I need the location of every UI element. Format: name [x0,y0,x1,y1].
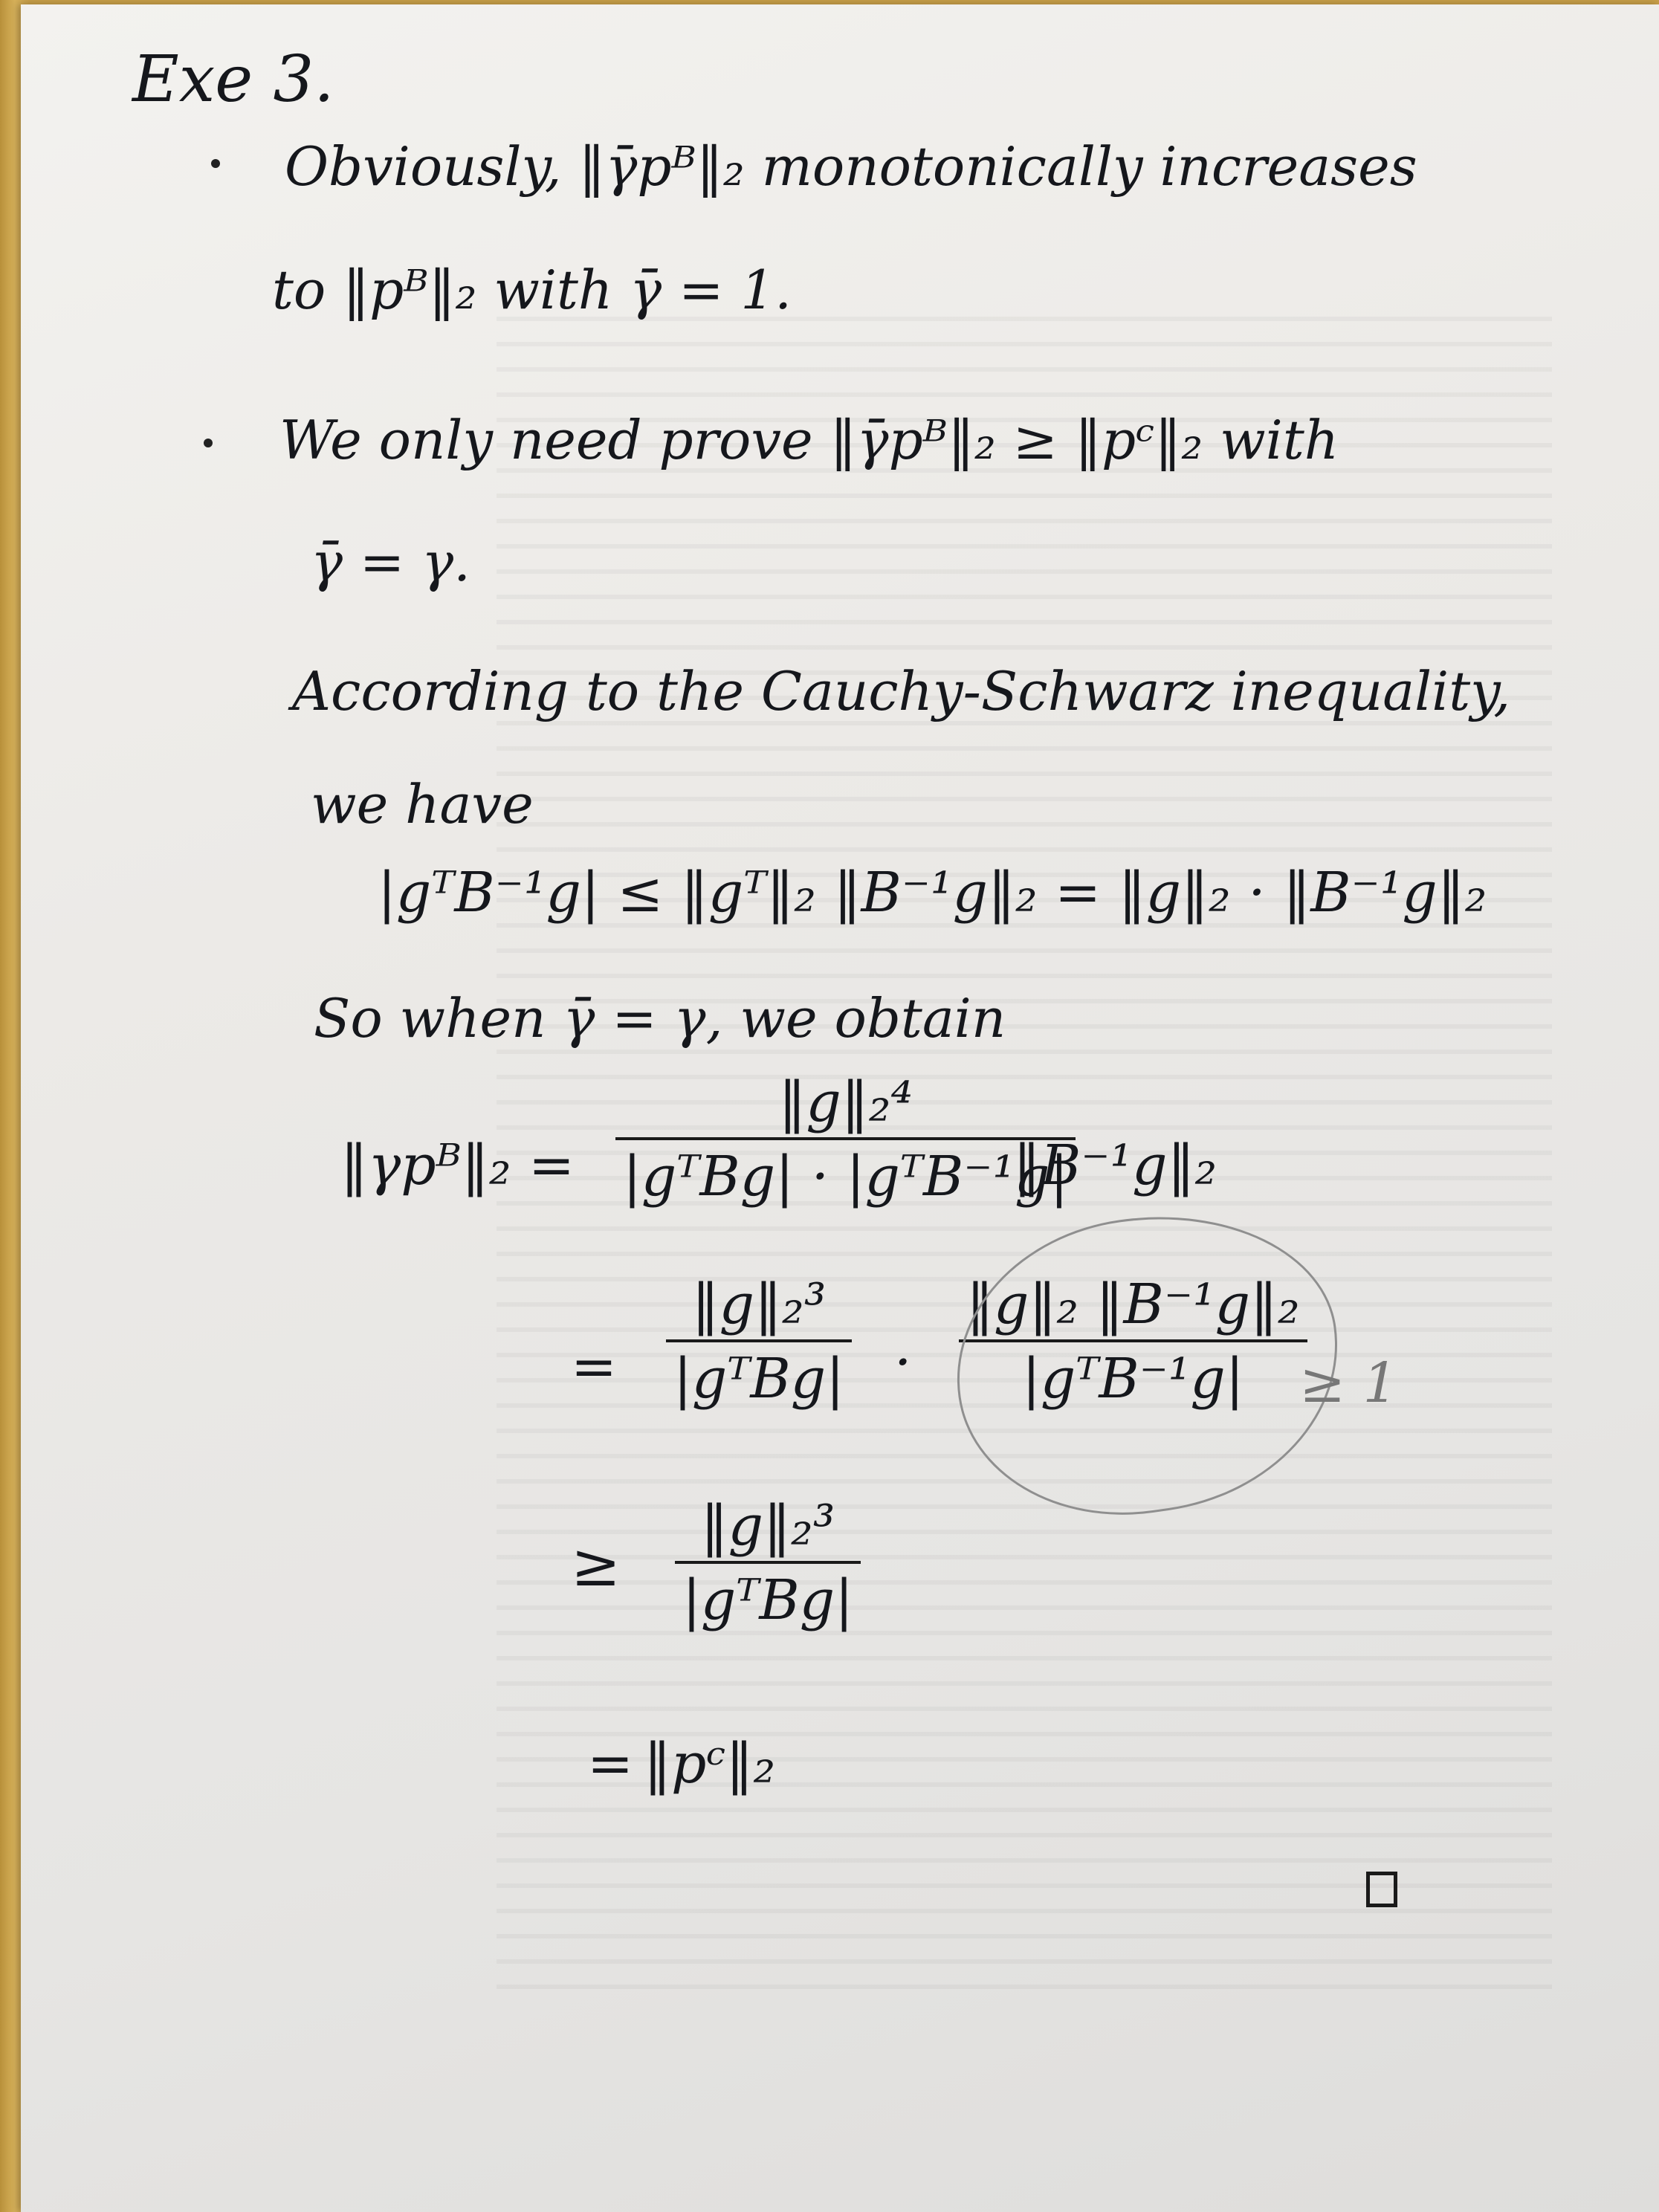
step1-trailing: ‖B⁻¹g‖₂ [1013,1134,1217,1197]
step1-fraction [615,1070,1076,1209]
step3-relation: ≥ [571,1530,621,1600]
step2-frac-b-numerator: ‖g‖₂ ‖B⁻¹g‖₂ [966,1272,1300,1336]
cauchy-line-1: According to the Cauchy-Schwarz inequality, [292,660,1511,722]
step2-fraction-a [666,1272,852,1411]
pencil-annotation: ≥ 1 [1299,1351,1398,1415]
step3-numerator: ‖g‖₂³ [700,1494,835,1558]
step3-denominator: |gᵀBg| [682,1568,854,1632]
fraction-bar [675,1561,861,1564]
cauchy-line-2: we have [311,773,534,835]
step2-relation: = [571,1335,618,1399]
derivation-lhs: ‖γpᴮ‖₂ = [340,1134,575,1197]
step3-fraction [675,1494,861,1632]
qed-square-icon [1366,1872,1397,1907]
cauchy-schwarz-inequality: |gᵀB⁻¹g| ≤ ‖gᵀ‖₂ ‖B⁻¹g‖₂ = ‖g‖₂ · ‖B⁻¹g‖₂ [378,861,1487,925]
bullet-1-line-1: Obviously, ‖γ̄pᴮ‖₂ monotonically increases [285,135,1417,198]
step2-frac-a-numerator: ‖g‖₂³ [691,1272,827,1336]
step2-dot: · [894,1330,912,1394]
paper-sheet [21,4,1659,2212]
fraction-bar [666,1339,852,1342]
step4-relation: = [587,1732,634,1796]
exercise-heading: Exe 3. [132,42,334,117]
step2-frac-b-denominator: |gᵀB⁻¹g| [1021,1347,1244,1411]
step4-value: ‖pᶜ‖₂ [644,1732,776,1796]
bullet-1-line-2: to ‖pᴮ‖₂ with γ̄ = 1. [272,259,792,321]
bullet-dot [211,159,220,168]
derivation-intro: So when γ̄ = γ, we obtain [314,987,1006,1050]
step1-denominator: |gᵀBg| · |gᵀB⁻¹g| [623,1145,1069,1209]
step1-numerator: ‖g‖₂⁴ [778,1070,913,1134]
bullet-dot [204,439,213,447]
fraction-bar [615,1137,1076,1140]
bullet-2-line-2: γ̄ = γ. [311,531,471,593]
step2-frac-a-denominator: |gᵀBg| [673,1347,845,1411]
bullet-2-line-1: We only need prove ‖γ̄pᴮ‖₂ ≥ ‖pᶜ‖₂ with [279,409,1339,471]
